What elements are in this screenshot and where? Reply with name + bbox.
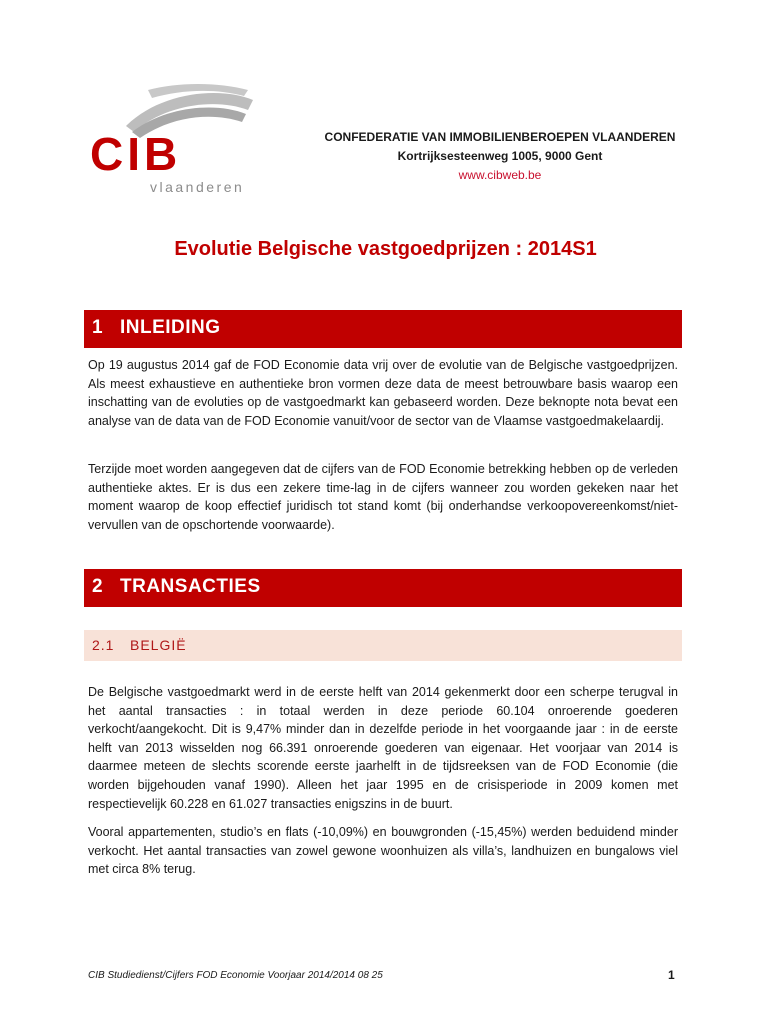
page-footer: CIB Studiedienst/Cijfers FOD Economie Voorjaar 2014/2014 08 25 (88, 970, 383, 981)
org-name: CONFEDERATIE VAN IMMOBILIENBEROEPEN VLAANDEREN (324, 130, 676, 144)
organization-header (290, 128, 710, 185)
logo-wordmark: CIB (90, 128, 182, 180)
document-title: Evolutie Belgische vastgoedprijzen : 2014S1 (174, 238, 597, 260)
section-title: INLEIDING (120, 317, 221, 338)
org-address: Kortrijksesteenweg 1005, 9000 Gent (397, 149, 603, 163)
section-heading-transacties (84, 569, 682, 607)
logo-subtext: vlaanderen (150, 179, 245, 195)
subsection-title: BELGIË (130, 637, 187, 653)
paragraph: Vooral appartementen, studio’s en flats (-10,09%) en bouwgronden (-15,45%) werden beduidend minder verkocht. Het aantal transacties van zowel gewone woonhuizen als villa’s, landhuizen en bungalows viel met circa 8% terug. (88, 825, 678, 877)
page-number: 1 (668, 968, 675, 982)
section-number: 2 (92, 576, 104, 597)
paragraph: Terzijde moet worden aangegeven dat de cijfers van de FOD Economie betrekking hebben op de verleden authentieke aktes. Er is dus een zekere time-lag in de cijfers wanneer zou worden gekeken naar het moment waarop de koop effectief juridisch tot stand komt (bij onderhandse verkoopovereenkomst/niet-vervullen van de opschortende voorwaarde). (88, 462, 678, 532)
paragraph: De Belgische vastgoedmarkt werd in de eerste helft van 2014 gekenmerkt door een scherpe terugval in het aantal transacties : in totaal werden in deze periode 60.104 onroerende goederen verkocht/aangekocht. Dit is 9,47% minder dan in dezelfde periode in het voorgaande jaar : in de eerste helft van 2013 wisselden nog 66.391 onroerende goederen van eigenaar. Het voorjaar van 2014 is daarmee meteen de slechts scorende eerste jaarhelft in de tijdsreeksen van de FOD Economie (die worden bijgehouden vanaf 1990). Alleen het jaar 1995 en de crisisperiode in 2009 komen met respectievelijk 60.228 en 61.027 transacties enigszins in de buurt. (88, 685, 678, 811)
section-heading-inleiding (84, 310, 682, 348)
subsection-number: 2.1 (92, 637, 115, 653)
section-title: TRANSACTIES (120, 576, 261, 597)
cib-logo-graphic (88, 82, 268, 197)
org-website-link[interactable]: www.cibweb.be (458, 168, 542, 182)
paragraph: Op 19 augustus 2014 gaf de FOD Economie data vrij over de evolutie van de Belgische vastgoedprijzen. Als meest exhaustieve en authentieke bron vormen deze data de meest betrouwbare basis waarop een inschatting van de evoluties op de vastgoedmarkt kan gebaseerd worden. Deze beknopte nota bevat een analyse van de data van de FOD Economie vanuit/voor de sector van de Vlaamse vastgoedmakelaardij. (88, 358, 678, 428)
subsection-heading-belgie (84, 630, 682, 661)
section-number: 1 (92, 317, 104, 338)
cib-logo (88, 82, 268, 197)
